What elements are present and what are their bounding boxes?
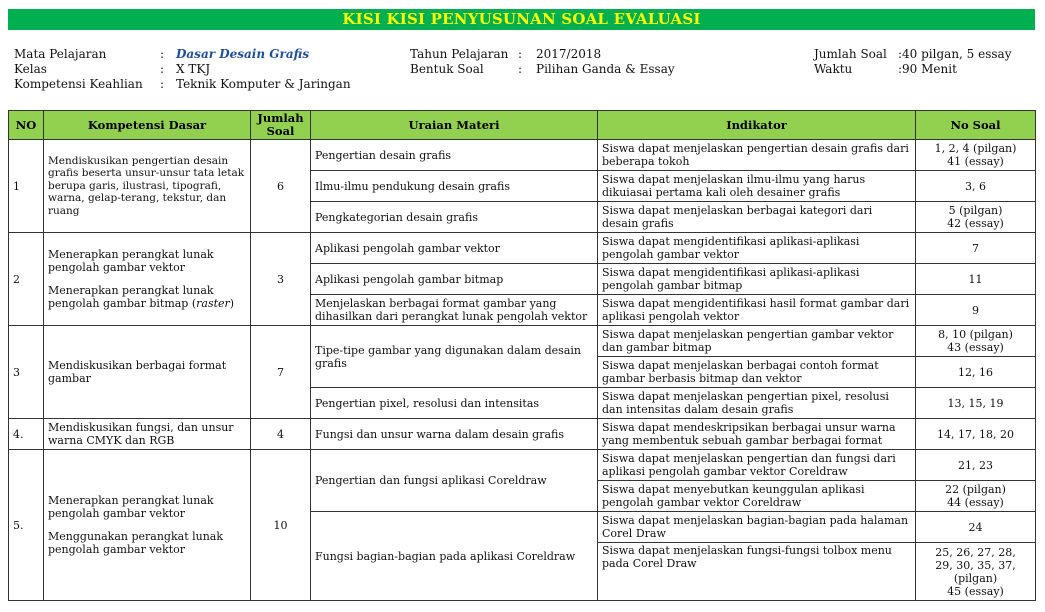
indikator-cell: Siswa dapat menjelaskan pengertian dan fungsi dari aplikasi pengolah gambar vektor Coreldraw: [598, 450, 916, 481]
no-soal-line: 44 (essay): [947, 496, 1004, 509]
no-soal-cell: [916, 326, 1036, 357]
group-jumlah: 7: [251, 326, 311, 419]
table-row: [9, 450, 1036, 481]
indikator-cell: Siswa dapat menjelaskan pengertian gambar vektor dan gambar bitmap: [598, 326, 916, 357]
group-no: 4.: [9, 419, 44, 450]
materi-cell: Aplikasi pengolah gambar vektor: [311, 233, 598, 264]
group-no: 1: [9, 140, 44, 233]
indikator-cell: Siswa dapat mengidentifikasi aplikasi-aplikasi pengolah gambar vektor: [598, 233, 916, 264]
group-jumlah: 3: [251, 233, 311, 326]
indikator-cell: Siswa dapat menjelaskan pengertian pixel, resolusi dan intensitas dalam desain grafis: [598, 388, 916, 419]
no-soal-line: 5 (pilgan): [948, 204, 1003, 217]
materi-cell: Pengkategorian desain grafis: [311, 202, 598, 233]
kd-text-b-part: ): [229, 297, 235, 310]
kompetensi-value: Teknik Komputer & Jaringan: [176, 77, 351, 91]
meta-values-right: [898, 47, 1011, 77]
meta-labels-mid: [410, 47, 508, 77]
tahun-value: 2017/2018: [536, 47, 602, 61]
table-header-row: [9, 111, 1036, 140]
kelas-label: Kelas: [14, 62, 47, 76]
materi-cell: Ilmu-ilmu pendukung desain grafis: [311, 171, 598, 202]
no-soal-cell: [916, 481, 1036, 512]
no-soal-line: (pilgan): [953, 571, 998, 585]
materi-cell: Tipe-tipe gambar yang digunakan dalam desain grafis: [311, 326, 598, 388]
materi-cell: Fungsi dan unsur warna dalam desain grafis: [311, 419, 598, 450]
group-no: 2: [9, 233, 44, 326]
header-kd: Kompetensi Dasar: [44, 111, 251, 140]
no-soal-line: 45 (essay): [947, 584, 1004, 598]
no-soal-line: 29, 30, 35, 37,: [935, 558, 1016, 572]
no-soal-cell: [916, 543, 1036, 601]
table-row: [9, 140, 1036, 171]
group-no: 3: [9, 326, 44, 419]
no-soal-cell: 21, 23: [916, 450, 1036, 481]
header-no: NO: [9, 111, 44, 140]
no-soal-cell: 7: [916, 233, 1036, 264]
kd-text-b: Menggunakan perangkat lunak pengolah gambar vektor: [48, 530, 224, 556]
materi-cell: Aplikasi pengolah gambar bitmap: [311, 264, 598, 295]
materi-cell: Pengertian desain grafis: [311, 140, 598, 171]
colon: :: [160, 47, 165, 61]
materi-cell: Fungsi bagian-bagian pada aplikasi Coreldraw: [311, 512, 598, 601]
waktu-value: :90 Menit: [898, 62, 957, 76]
header-jumlah-line2: Soal: [266, 124, 295, 138]
colon: :: [518, 62, 523, 76]
jumlah-value: :40 pilgan, 5 essay: [898, 47, 1012, 61]
materi-cell: Pengertian dan fungsi aplikasi Coreldraw: [311, 450, 598, 512]
colon: :: [160, 62, 165, 76]
indikator-cell: Siswa dapat menjelaskan fungsi-fungsi tolbox menu pada Corel Draw: [598, 543, 916, 601]
group-jumlah: 6: [251, 140, 311, 233]
no-soal-cell: 13, 15, 19: [916, 388, 1036, 419]
no-soal-line: 22 (pilgan): [945, 483, 1006, 496]
group-kd: Mendiskusikan fungsi, dan unsur warna CMYK dan RGB: [44, 419, 251, 450]
kd-text-a: Menerapkan perangkat lunak pengolah gambar vektor: [48, 248, 214, 274]
no-soal-cell: 12, 16: [916, 357, 1036, 388]
no-soal-cell: 9: [916, 295, 1036, 326]
header-jumlah-line1: Jumlah: [257, 111, 304, 125]
indikator-cell: Siswa dapat menyebutkan keunggulan aplikasi pengolah gambar vektor Coreldraw: [598, 481, 916, 512]
indikator-cell: Siswa dapat mendeskripsikan berbagai unsur warna yang membentuk sebuah gambar berbagai format: [598, 419, 916, 450]
header-no-soal: No Soal: [916, 111, 1036, 140]
mapel-label: Mata Pelajaran: [14, 47, 107, 61]
table-row: [9, 419, 1036, 450]
no-soal-cell: 11: [916, 264, 1036, 295]
indikator-cell: Siswa dapat menjelaskan ilmu-ilmu yang harus dikuiasai pertama kali oleh desainer grafis: [598, 171, 916, 202]
waktu-label: Waktu: [814, 62, 853, 76]
header-indikator: Indikator: [598, 111, 916, 140]
no-soal-line: 8, 10 (pilgan): [938, 328, 1013, 341]
indikator-cell: Siswa dapat menjelaskan bagian-bagian pada halaman Corel Draw: [598, 512, 916, 543]
meta-values-mid: [536, 47, 675, 77]
indikator-cell: Siswa dapat menjelaskan pengertian desain grafis dari beberapa tokoh: [598, 140, 916, 171]
kd-text-a: Menerapkan perangkat lunak pengolah gambar vektor: [48, 494, 214, 520]
meta-colons-left: [160, 47, 164, 92]
indikator-cell: Siswa dapat menjelaskan berbagai contoh format gambar berbasis bitmap dan vektor: [598, 357, 916, 388]
meta-labels-right: [814, 47, 887, 77]
bentuk-value: Pilihan Ganda & Essay: [536, 62, 675, 76]
group-no: 5.: [9, 450, 44, 601]
jumlah-label: Jumlah Soal: [814, 47, 887, 61]
kd-text-b-italic: raster: [196, 297, 230, 310]
tahun-label: Tahun Pelajaran: [410, 47, 509, 61]
no-soal-line: 1, 2, 4 (pilgan): [934, 142, 1017, 155]
table-row: [9, 326, 1036, 357]
no-soal-cell: 24: [916, 512, 1036, 543]
no-soal-line: 25, 26, 27, 28,: [935, 545, 1016, 559]
colon: :: [160, 77, 165, 91]
indikator-cell: Siswa dapat menjelaskan berbagai kategori dari desain grafis: [598, 202, 916, 233]
bentuk-label: Bentuk Soal: [410, 62, 484, 76]
materi-cell: Pengertian pixel, resolusi dan intensitas: [311, 388, 598, 419]
meta-colons-mid: [518, 47, 522, 77]
materi-cell: Menjelaskan berbagai format gambar yang dihasilkan dari perangkat lunak pengolah vektor: [311, 295, 598, 326]
no-soal-line: 41 (essay): [947, 155, 1004, 168]
kd-text-b-part: Menerapkan perangkat lunak pengolah gambar bitmap (: [48, 284, 214, 310]
group-kd: [44, 450, 251, 601]
indikator-cell: Siswa dapat mengidentifikasi hasil format gambar dari aplikasi pengolah vektor: [598, 295, 916, 326]
group-kd: [44, 233, 251, 326]
kisi-table: [8, 110, 1036, 601]
no-soal-cell: 14, 17, 18, 20: [916, 419, 1036, 450]
no-soal-line: 42 (essay): [947, 217, 1004, 230]
table-row: [9, 233, 1036, 264]
group-jumlah: 4: [251, 419, 311, 450]
no-soal-cell: [916, 202, 1036, 233]
meta-values-left: [176, 47, 351, 92]
no-soal-line: 43 (essay): [947, 341, 1004, 354]
colon: :: [518, 47, 523, 61]
kompetensi-label: Kompetensi Keahlian: [14, 77, 143, 91]
group-kd: Mendiskusikan pengertian desain grafis beserta unsur-unsur tata letak berupa garis, ilustrasi, tipografi, warna, gelap-terang, tekstur, dan ruang: [44, 140, 251, 233]
kd-text-b: [48, 284, 234, 310]
group-jumlah: 10: [251, 450, 311, 601]
page-title: KISI KISI PENYUSUNAN SOAL EVALUASI: [8, 9, 1035, 30]
no-soal-cell: 3, 6: [916, 171, 1036, 202]
indikator-cell: Siswa dapat mengidentifikasi aplikasi-aplikasi pengolah gambar bitmap: [598, 264, 916, 295]
meta-labels-left: [14, 47, 143, 92]
header-materi: Uraian Materi: [311, 111, 598, 140]
kelas-value: X TKJ: [176, 62, 211, 76]
no-soal-cell: [916, 140, 1036, 171]
header-jumlah: [251, 111, 311, 140]
mapel-value: Dasar Desain Grafis: [176, 47, 310, 61]
group-kd: Mendiskusikan berbagai format gambar: [44, 326, 251, 419]
